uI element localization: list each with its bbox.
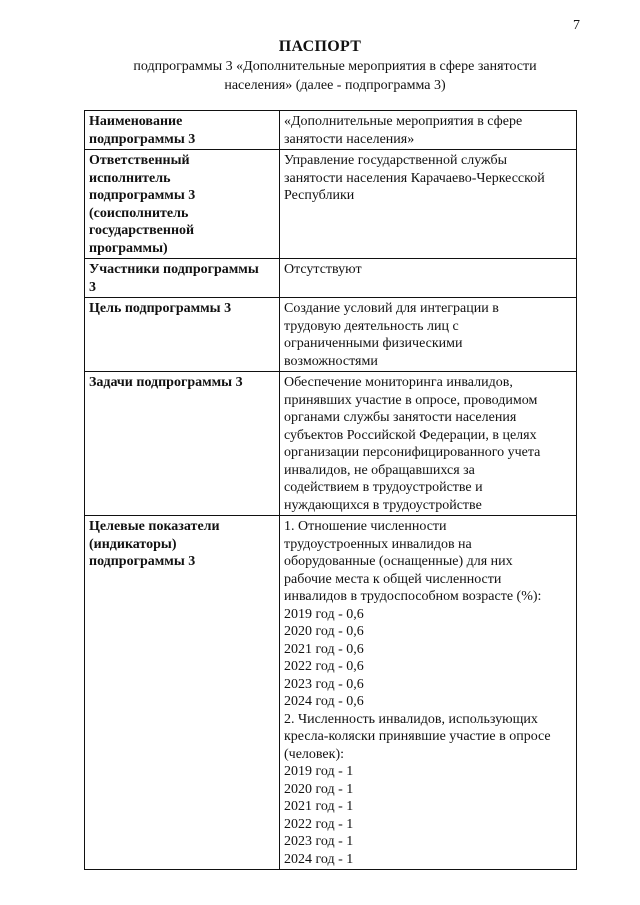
row-label-line: подпрограммы 3: [89, 131, 196, 147]
row-value-line: Республики: [284, 188, 355, 203]
document-subtitle: [100, 57, 570, 95]
row-label-line: 3: [89, 279, 96, 295]
row-label-line: Ответственный: [89, 153, 190, 168]
row-value-cell: [280, 372, 577, 516]
row-label-line: исполнитель: [89, 170, 171, 186]
row-label-cell: [85, 111, 280, 150]
row-value-line: ограниченными физическими: [284, 336, 463, 351]
passport-row: [85, 259, 577, 298]
row-label-line: Участники подпрограммы: [89, 262, 259, 277]
row-label-cell: [85, 259, 280, 298]
row-label-line: программы): [89, 240, 168, 256]
row-value-line: 2019 год - 1: [284, 764, 354, 779]
row-value-line: 2020 год - 0,6: [284, 624, 364, 639]
row-value-line: Создание условий для интеграции в: [284, 301, 499, 316]
row-value-line: занятости населения Карачаево-Черкесской: [284, 170, 545, 186]
row-value-cell: [280, 150, 577, 259]
passport-table-body: [85, 111, 577, 870]
row-value-line: нуждающихся в трудоустройстве: [284, 497, 482, 513]
passport-row: [85, 298, 577, 372]
row-value-line: Обеспечение мониторинга инвалидов,: [284, 375, 513, 390]
row-label-line: подпрограммы 3: [89, 554, 196, 569]
row-value-line: 2. Численность инвалидов, использующих: [284, 711, 538, 727]
row-value-line: «Дополнительные мероприятия в сфере: [284, 114, 523, 129]
row-value-line: инвалидов в трудоспособном возрасте (%):: [284, 589, 542, 604]
row-value-cell: [280, 516, 577, 870]
row-label-line: Целевые показатели: [89, 519, 220, 534]
row-value-line: рабочие места к общей численности: [284, 571, 502, 587]
row-value-cell: [280, 111, 577, 150]
row-value-line: 2022 год - 1: [284, 816, 354, 832]
row-value-cell: [280, 259, 577, 298]
row-value-line: субъектов Российской Федерации, в целях: [284, 427, 537, 443]
row-label-line: (индикаторы): [89, 536, 177, 552]
subtitle-line: подпрограммы 3 «Дополнительные мероприятия в сфере занятости: [133, 59, 537, 74]
row-value-line: 2022 год - 0,6: [284, 659, 364, 674]
row-label-cell: [85, 150, 280, 259]
row-label-line: Наименование: [89, 114, 183, 129]
row-value-line: Управление государственной службы: [284, 153, 508, 168]
row-value-line: 2020 год - 1: [284, 781, 354, 797]
row-label-cell: [85, 298, 280, 372]
row-label-cell: [85, 516, 280, 870]
row-value-line: занятости населения»: [284, 131, 415, 147]
subtitle-line: населения» (далее - подпрограмма 3): [224, 78, 446, 93]
row-value-line: 2023 год - 1: [284, 834, 354, 849]
row-value-line: 2021 год - 0,6: [284, 641, 364, 657]
row-value-line: органами службы занятости населения: [284, 410, 517, 425]
passport-table: [84, 110, 577, 870]
row-value-line: Отсутствуют: [284, 262, 362, 277]
passport-row: [85, 516, 577, 870]
passport-row: [85, 111, 577, 150]
row-value-line: 1. Отношение численности: [284, 519, 447, 534]
row-value-line: (человек):: [284, 746, 344, 762]
row-label-cell: [85, 372, 280, 516]
row-value-line: 2023 год - 0,6: [284, 676, 364, 692]
row-label-line: Цель подпрограммы 3: [89, 301, 232, 316]
row-value-line: принявших участие в опросе, проводимом: [284, 392, 538, 408]
row-value-line: трудовую деятельность лиц с: [284, 318, 459, 334]
passport-row: [85, 150, 577, 259]
row-label-line: государственной: [89, 223, 195, 238]
row-label-line: подпрограммы 3: [89, 188, 196, 203]
row-value-line: 2019 год - 0,6: [284, 606, 364, 622]
row-label-line: (соисполнитель: [89, 205, 189, 221]
document-title: ПАСПОРТ: [278, 38, 362, 55]
passport-row: [85, 372, 577, 516]
row-value-line: кресла-коляски принявшие участие в опросе: [284, 729, 551, 744]
row-value-line: 2024 год - 0,6: [284, 694, 364, 709]
row-value-line: содействием в трудоустройстве и: [284, 480, 483, 495]
row-value-line: 2021 год - 1: [284, 799, 354, 814]
row-label-line: Задачи подпрограммы 3: [89, 375, 243, 390]
page-number: 7: [573, 18, 580, 33]
row-value-line: 2024 год - 1: [284, 851, 354, 867]
row-value-line: организации персонифицированного учета: [284, 445, 541, 460]
row-value-line: возможностями: [284, 353, 378, 369]
row-value-line: инвалидов, не обращавшихся за: [284, 462, 475, 478]
row-value-line: трудоустроенных инвалидов на: [284, 536, 472, 552]
row-value-line: оборудованные (оснащенные) для них: [284, 554, 513, 569]
row-value-cell: [280, 298, 577, 372]
